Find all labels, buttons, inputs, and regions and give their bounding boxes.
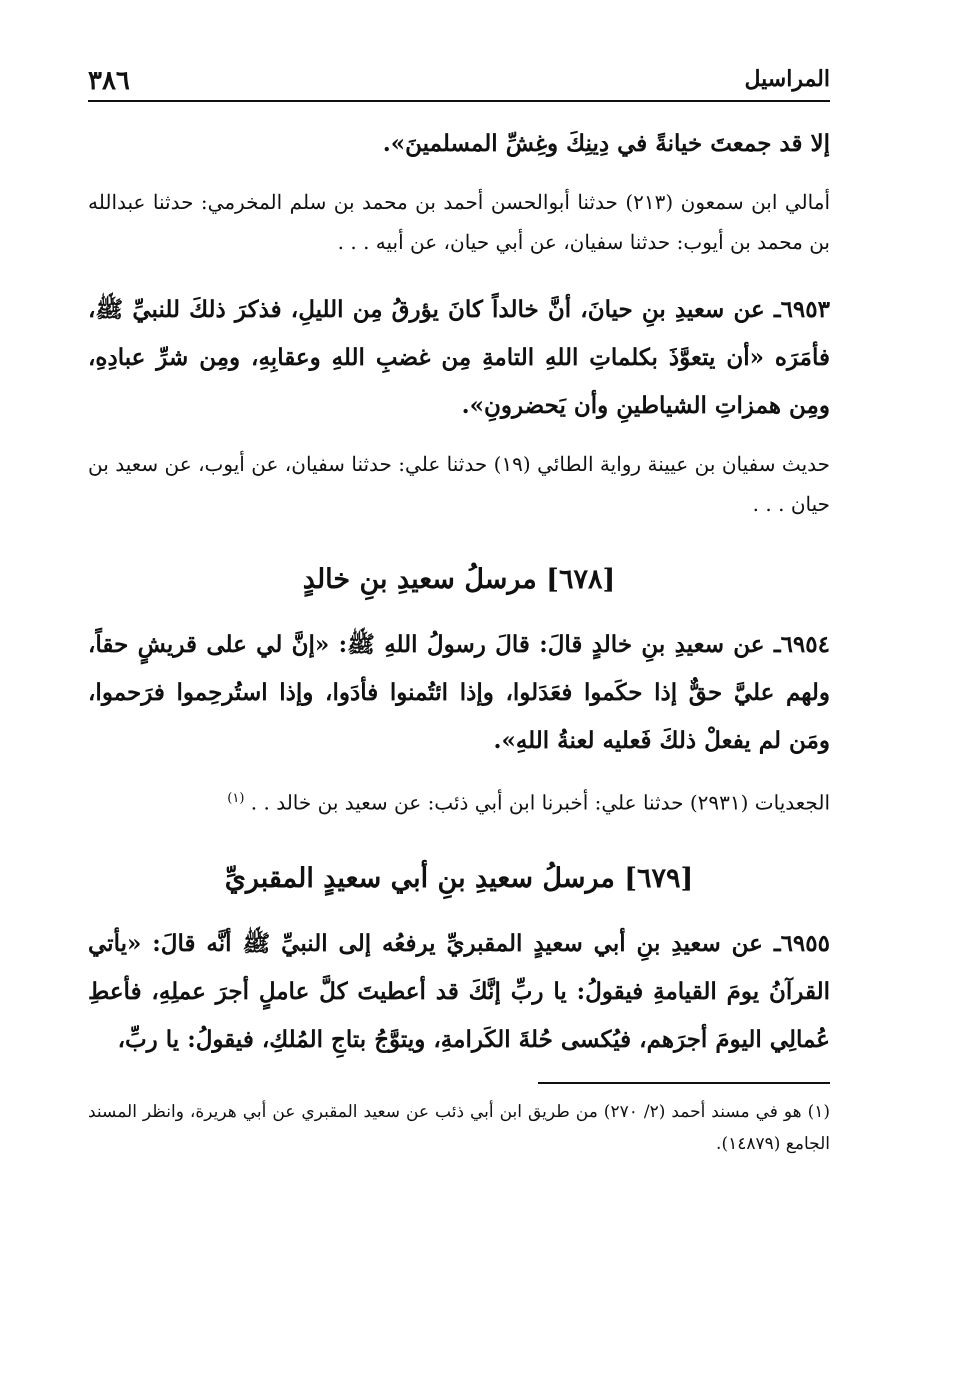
source-citation: حديث سفيان بن عيينة رواية الطائي (١٩) حدثنا علي: حدثنا سفيان، عن أيوب، عن سعيد بن حيان . . . <box>88 452 830 516</box>
section-heading-678: [٦٧٨] مرسلُ سعيدِ بنِ خالدٍ <box>302 564 616 595</box>
section-heading-679: [٦٧٩] مرسلُ سعيدِ بنِ أبي سعيدٍ المقبريِّ <box>224 862 694 894</box>
hadith-6955: ٦٩٥٥ـ عن سعيدِ بنِ أبي سعيدٍ المقبريِّ يرفعُه إلى النبيِّ ﷺ أنَّه قالَ: «يأتي القرآنُ يومَ القيامةِ فيقولُ: يا ربِّ إنَّكَ قد أعطيتَ كلَّ عاملٍ أجرَ عملِهِ، فأعطِ عُمالِي اليومَ أجرَهم، فيُكسى حُلةَ الكَرامةِ، ويتوَّجُ بتاجِ المُلكِ، فيقولُ: يا ربِّ، <box>88 929 830 1053</box>
hadith-6954: ٦٩٥٤ـ عن سعيدِ بنِ خالدٍ قالَ: قالَ رسولُ اللهِ ﷺ: «إنَّ لي على قريشٍ حقاً، ولهم عليَّ حقٌّ إذا حكَموا فعَدَلوا، وإذا ائتُمنوا فأدَوا، وإذا استُرحِموا فرَحموا، ومَن لم يفعلْ ذلكَ فَعليه لعنةُ اللهِ». <box>88 631 830 754</box>
footnote-1: (١) هو في مسند أحمد (٢/ ٢٧٠) من طريق ابن أبي ذئب عن سعيد المقبري عن أبي هريرة، وانظر المسند الجامع (١٤٨٧٩). <box>88 1101 831 1154</box>
running-title: المراسيل <box>744 66 830 92</box>
source-citation-text: الجعديات (٢٩٣١) حدثنا علي: أخبرنا ابن أبي ذئب: عن سعيد بن خالد . . <box>250 790 830 815</box>
footnote-reference: (١) <box>227 791 245 806</box>
page-number: ٣٨٦ <box>88 66 130 96</box>
page-body <box>88 120 830 1160</box>
source-citation <box>88 779 830 823</box>
page-header <box>88 66 830 102</box>
footnote-divider <box>538 1082 830 1084</box>
source-citation: أمالي ابن سمعون (٢١٣) حدثنا أبوالحسن أحمد بن محمد بن سلم المخرمي: حدثنا عبدالله بن محمد بن أيوب: حدثنا سفيان، عن أبي حيان، عن أبيه . . . <box>88 190 830 254</box>
book-page <box>88 66 830 1160</box>
hadith-6953: ٦٩٥٣ـ عن سعيدِ بنِ حيانَ، أنَّ خالداً كانَ يؤرقُ مِن الليلِ، فذكرَ ذلكَ للنبيِّ ﷺ، فأمَرَه «أن يتعوَّذَ بكلماتِ اللهِ التامةِ مِن غضبِ اللهِ وعقابِهِ، ومِن شرِّ عبادِهِ، ومِن همزاتِ الشياطينِ وأن يَحضرونِ». <box>88 296 830 419</box>
hadith-continuation: إلا قد جمعتَ خيانةً في دِينِكَ وغِشِّ المسلمينَ». <box>382 130 830 157</box>
